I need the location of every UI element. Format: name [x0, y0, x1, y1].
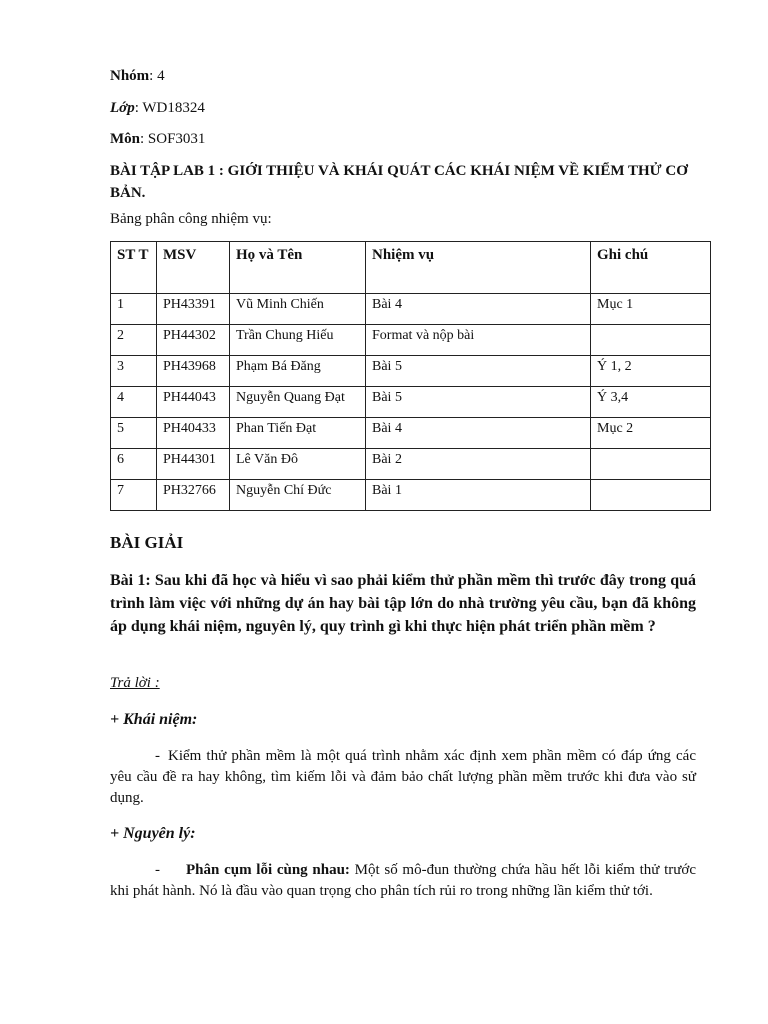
cell-msv: PH43968 [157, 356, 230, 387]
cell-note: Ý 3,4 [591, 387, 711, 418]
subject-label: Môn [110, 131, 140, 147]
group-label: Nhóm [110, 68, 150, 84]
cell-stt: 1 [111, 294, 157, 325]
principle-paragraph [110, 860, 696, 902]
lab-title: BÀI TẬP LAB 1 : GIỚI THIỆU VÀ KHÁI QUÁT CÁC KHÁI NIỆM VỀ KIỂM THỬ CƠ BẢN. [110, 163, 688, 201]
header-task: Nhiệm vụ [366, 242, 591, 294]
header-stt: ST T [111, 242, 157, 294]
table-row [111, 480, 711, 511]
cell-stt: 5 [111, 418, 157, 449]
cell-stt: 4 [111, 387, 157, 418]
cell-note: Ý 1, 2 [591, 356, 711, 387]
table-row [111, 387, 711, 418]
class-line [110, 100, 205, 117]
cell-name: Nguyễn Quang Đạt [230, 387, 366, 418]
cell-name: Lê Văn Đô [230, 449, 366, 480]
cell-msv: PH32766 [157, 480, 230, 511]
header-msv: MSV [157, 242, 230, 294]
table-row [111, 418, 711, 449]
subject-line [110, 131, 205, 148]
table-row [111, 356, 711, 387]
cell-name: Trần Chung Hiếu [230, 325, 366, 356]
principle-heading: + Nguyên lý: [110, 825, 196, 842]
cell-msv: PH40433 [157, 418, 230, 449]
cell-name: Vũ Minh Chiến [230, 294, 366, 325]
solution-heading: BÀI GIẢI [110, 533, 184, 552]
cell-msv: PH44043 [157, 387, 230, 418]
cell-task: Bài 5 [366, 387, 591, 418]
cell-task: Bài 4 [366, 294, 591, 325]
header-name: Họ và Tên [230, 242, 366, 294]
cell-task: Bài 4 [366, 418, 591, 449]
table-row [111, 449, 711, 480]
cell-msv: PH44301 [157, 449, 230, 480]
cell-task: Format và nộp bài [366, 325, 591, 356]
answer-label: Trả lời : [110, 675, 160, 691]
cell-msv: PH43391 [157, 294, 230, 325]
cell-msv: PH44302 [157, 325, 230, 356]
cell-stt: 7 [111, 480, 157, 511]
cell-note [591, 325, 711, 356]
cell-stt: 3 [111, 356, 157, 387]
bullet-dash: - [155, 748, 160, 764]
assignment-table [110, 241, 711, 511]
concept-paragraph [110, 746, 696, 809]
cell-note: Mục 2 [591, 418, 711, 449]
bullet-dash: - [155, 862, 160, 878]
subject-value: : SOF3031 [140, 131, 206, 147]
cell-note: Mục 1 [591, 294, 711, 325]
cell-note [591, 449, 711, 480]
cell-stt: 6 [111, 449, 157, 480]
class-label: Lớp [110, 100, 135, 116]
question-1: Bài 1: Sau khi đã học và hiểu vì sao phải kiểm thử phần mềm thì trước đây trong quá trình làm việc với những dự án hay bài tập lớn do nhà trường yêu cầu, bạn đã không áp dụng khái niệm, nguyên lý, quy trình gì khi thực hiện phát triển phần mềm ? [110, 572, 696, 635]
table-header-row [111, 242, 711, 294]
cell-name: Nguyễn Chí Đức [230, 480, 366, 511]
cell-task: Bài 5 [366, 356, 591, 387]
concept-heading: + Khái niệm: [110, 711, 198, 728]
table-row [111, 294, 711, 325]
cell-task: Bài 1 [366, 480, 591, 511]
principle-term: Phân cụm lỗi cùng nhau: [186, 862, 350, 878]
header-note: Ghi chú [591, 242, 711, 294]
group-line [110, 68, 165, 85]
cell-task: Bài 2 [366, 449, 591, 480]
table-row [111, 325, 711, 356]
cell-stt: 2 [111, 325, 157, 356]
cell-name: Phan Tiến Đạt [230, 418, 366, 449]
table-caption: Bảng phân công nhiệm vụ: [110, 211, 272, 227]
cell-note [591, 480, 711, 511]
group-value: : 4 [149, 68, 165, 84]
principle-text: Một số mô-đun thường chứa hầu hết lỗi kiểm thử trước khi phát hành. Nó là đầu vào quan trọng cho phân tích rủi ro trong những lần kiểm thử tới. [110, 862, 696, 899]
cell-name: Phạm Bá Đăng [230, 356, 366, 387]
concept-text: Kiểm thử phần mềm là một quá trình nhằm xác định xem phần mềm có đáp ứng các yêu cầu đề ra hay không, tìm kiếm lỗi và đảm bảo chất lượng phần mềm trước khi đưa vào sử dụng. [110, 748, 696, 806]
class-value: : WD18324 [134, 100, 205, 116]
